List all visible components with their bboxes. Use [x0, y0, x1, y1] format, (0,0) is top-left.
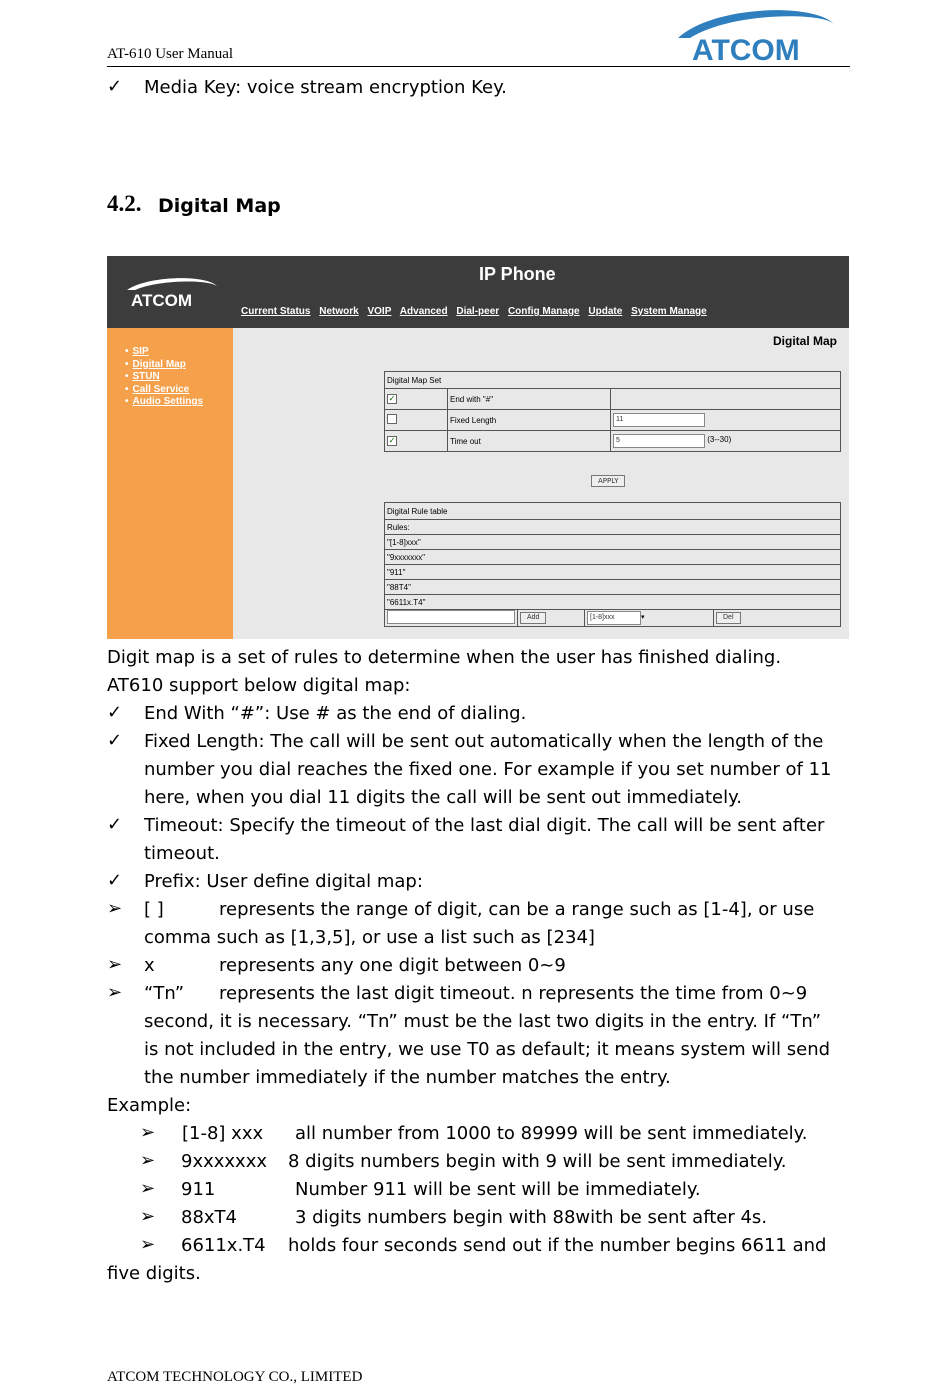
nav-system-manage[interactable]: System Manage [631, 306, 707, 317]
item-fixed-length-cont: number you dial reaches the fixed one. For example if you set number of 11 [144, 759, 832, 780]
arrow-bullet-icon: ➢ [107, 898, 123, 919]
rules-label: Rules: [385, 520, 841, 535]
document-footer: ATCOM TECHNOLOGY CO., LIMITED [107, 1369, 363, 1385]
top-nav [241, 306, 713, 317]
symbol-code: x [144, 955, 155, 976]
rule-row: "88T4" [385, 580, 841, 595]
timeout-checkbox[interactable]: ✓ [388, 436, 396, 445]
item-prefix: Prefix: User define digital map: [144, 871, 423, 892]
rule-row: "6611x.T4" [385, 595, 841, 610]
sidebar-item-stun[interactable]: • STUN [125, 371, 233, 384]
chevron-down-icon: ▾ [641, 614, 645, 621]
symbol-desc: represents the range of digit, can be a range such as [1-4], or use [219, 899, 815, 920]
check-mark: ✓ [107, 76, 123, 97]
example-desc: all number from 1000 to 89999 will be sent immediately. [295, 1123, 808, 1144]
end-with-label: End with "#" [448, 389, 611, 410]
item-timeout-cont: timeout. [144, 843, 220, 864]
symbol-code: [ ] [144, 899, 164, 920]
del-button[interactable]: Del [716, 612, 741, 624]
map-set-header: Digital Map Set [385, 372, 841, 389]
symbol-desc-cont: second, it is necessary. “Tn” must be the last two digits in the entry. If “Tn” [144, 1011, 822, 1032]
example-desc: 3 digits numbers begin with 88with be sent after 4s. [295, 1207, 768, 1228]
item-timeout: Timeout: Specify the timeout of the last dial digit. The call will be sent after [144, 815, 825, 836]
nav-config-manage[interactable]: Config Manage [507, 306, 580, 317]
arrow-bullet-icon: ➢ [140, 1206, 156, 1227]
example-code: [1-8] xxx [182, 1123, 264, 1144]
example-code: 911 [181, 1179, 216, 1200]
digital-map-screenshot [107, 256, 849, 639]
item-end-with: End With “#”: Use # as the end of dialing. [144, 703, 527, 724]
nav-update[interactable]: Update [588, 306, 623, 317]
timeout-label: Time out [448, 431, 611, 452]
logo-text: ATCOM [692, 34, 800, 66]
rule-row: "9xxxxxxx" [385, 550, 841, 565]
symbol-code: “Tn” [144, 983, 185, 1004]
symbol-desc-cont: is not included in the entry, we use T0 as default; it means system will send [144, 1039, 831, 1060]
arrow-bullet-icon: ➢ [140, 1150, 156, 1171]
rule-row: "[1-8]xxx" [385, 535, 841, 550]
rule-input[interactable] [387, 610, 515, 624]
fixed-length-label: Fixed Length [448, 410, 611, 431]
digital-rule-table [384, 502, 841, 627]
nav-advanced[interactable]: Advanced [399, 306, 448, 317]
symbol-desc: represents the last digit timeout. n represents the time from 0~9 [219, 983, 808, 1004]
check-mark: ✓ [107, 814, 123, 835]
nav-voip[interactable]: VOIP [367, 306, 392, 317]
example-code: 6611x.T4 [181, 1235, 266, 1256]
end-with-checkbox[interactable]: ✓ [388, 394, 396, 403]
item-fixed-length-cont: here, when you dial 11 digits the call will be sent out immediately. [144, 787, 742, 808]
sidebar [107, 328, 233, 639]
atcom-logo [672, 8, 840, 66]
check-mark: ✓ [107, 730, 123, 751]
document-header-title: AT-610 User Manual [107, 46, 234, 62]
item-fixed-length: Fixed Length: The call will be sent out automatically when the length of the [144, 731, 824, 752]
rule-table-header: Digital Rule table [385, 503, 841, 520]
nav-dial-peer[interactable]: Dial-peer [456, 306, 500, 317]
sidebar-item-call-service[interactable]: • Call Service [125, 384, 233, 397]
arrow-bullet-icon: ➢ [140, 1178, 156, 1199]
arrow-bullet-icon: ➢ [107, 982, 123, 1003]
example-label: Example: [107, 1095, 192, 1116]
arrow-bullet-icon: ➢ [140, 1122, 156, 1143]
check-mark: ✓ [107, 702, 123, 723]
example-desc: holds four seconds send out if the number begins 6611 and [288, 1235, 827, 1256]
symbol-desc: represents any one digit between 0~9 [219, 955, 566, 976]
add-button[interactable]: Add [520, 612, 546, 624]
example-desc-cont: five digits. [107, 1263, 201, 1284]
para-support: AT610 support below digital map: [107, 675, 411, 696]
nav-current-status[interactable]: Current Status [241, 306, 311, 317]
nav-network[interactable]: Network [319, 306, 359, 317]
sidebar-item-sip[interactable]: • SIP [125, 346, 233, 359]
rule-select[interactable]: [1-8]xxx [587, 611, 641, 625]
symbol-desc-cont: comma such as [1,3,5], or use a list such as [234] [144, 927, 595, 948]
check-mark: ✓ [107, 870, 123, 891]
timeout-input[interactable]: 5 [613, 434, 705, 448]
section-number: 4.2. [107, 191, 142, 216]
example-code: 9xxxxxxx [181, 1151, 268, 1172]
fixed-length-input[interactable]: 11 [613, 413, 705, 427]
digital-map-set-table [384, 371, 841, 452]
example-desc: Number 911 will be sent will be immediately. [295, 1179, 701, 1200]
media-key-text: Media Key: voice stream encryption Key. [144, 77, 507, 98]
section-title: Digital Map [158, 195, 281, 217]
symbol-desc-cont: the number immediately if the number matches the entry. [144, 1067, 671, 1088]
example-code: 88xT4 [181, 1207, 238, 1228]
app-title: IP Phone [479, 264, 556, 284]
arrow-bullet-icon: ➢ [140, 1234, 156, 1255]
example-desc: 8 digits numbers begin with 9 will be sent immediately. [288, 1151, 787, 1172]
apply-button[interactable]: APPLY [591, 475, 625, 487]
screenshot-logo [121, 276, 221, 312]
page-title: Digital Map [773, 334, 838, 348]
arrow-bullet-icon: ➢ [107, 954, 123, 975]
sidebar-item-digital-map[interactable]: • Digital Map [125, 359, 233, 372]
fixed-length-checkbox[interactable] [387, 414, 397, 424]
timeout-range: (3--30) [707, 435, 732, 444]
svg-text:ATCOM: ATCOM [131, 291, 193, 310]
sidebar-item-audio-settings[interactable]: • Audio Settings [125, 396, 233, 409]
rule-row: "911" [385, 565, 841, 580]
header-rule [107, 66, 850, 67]
para-digit-map: Digit map is a set of rules to determine when the user has finished dialing. [107, 647, 782, 668]
